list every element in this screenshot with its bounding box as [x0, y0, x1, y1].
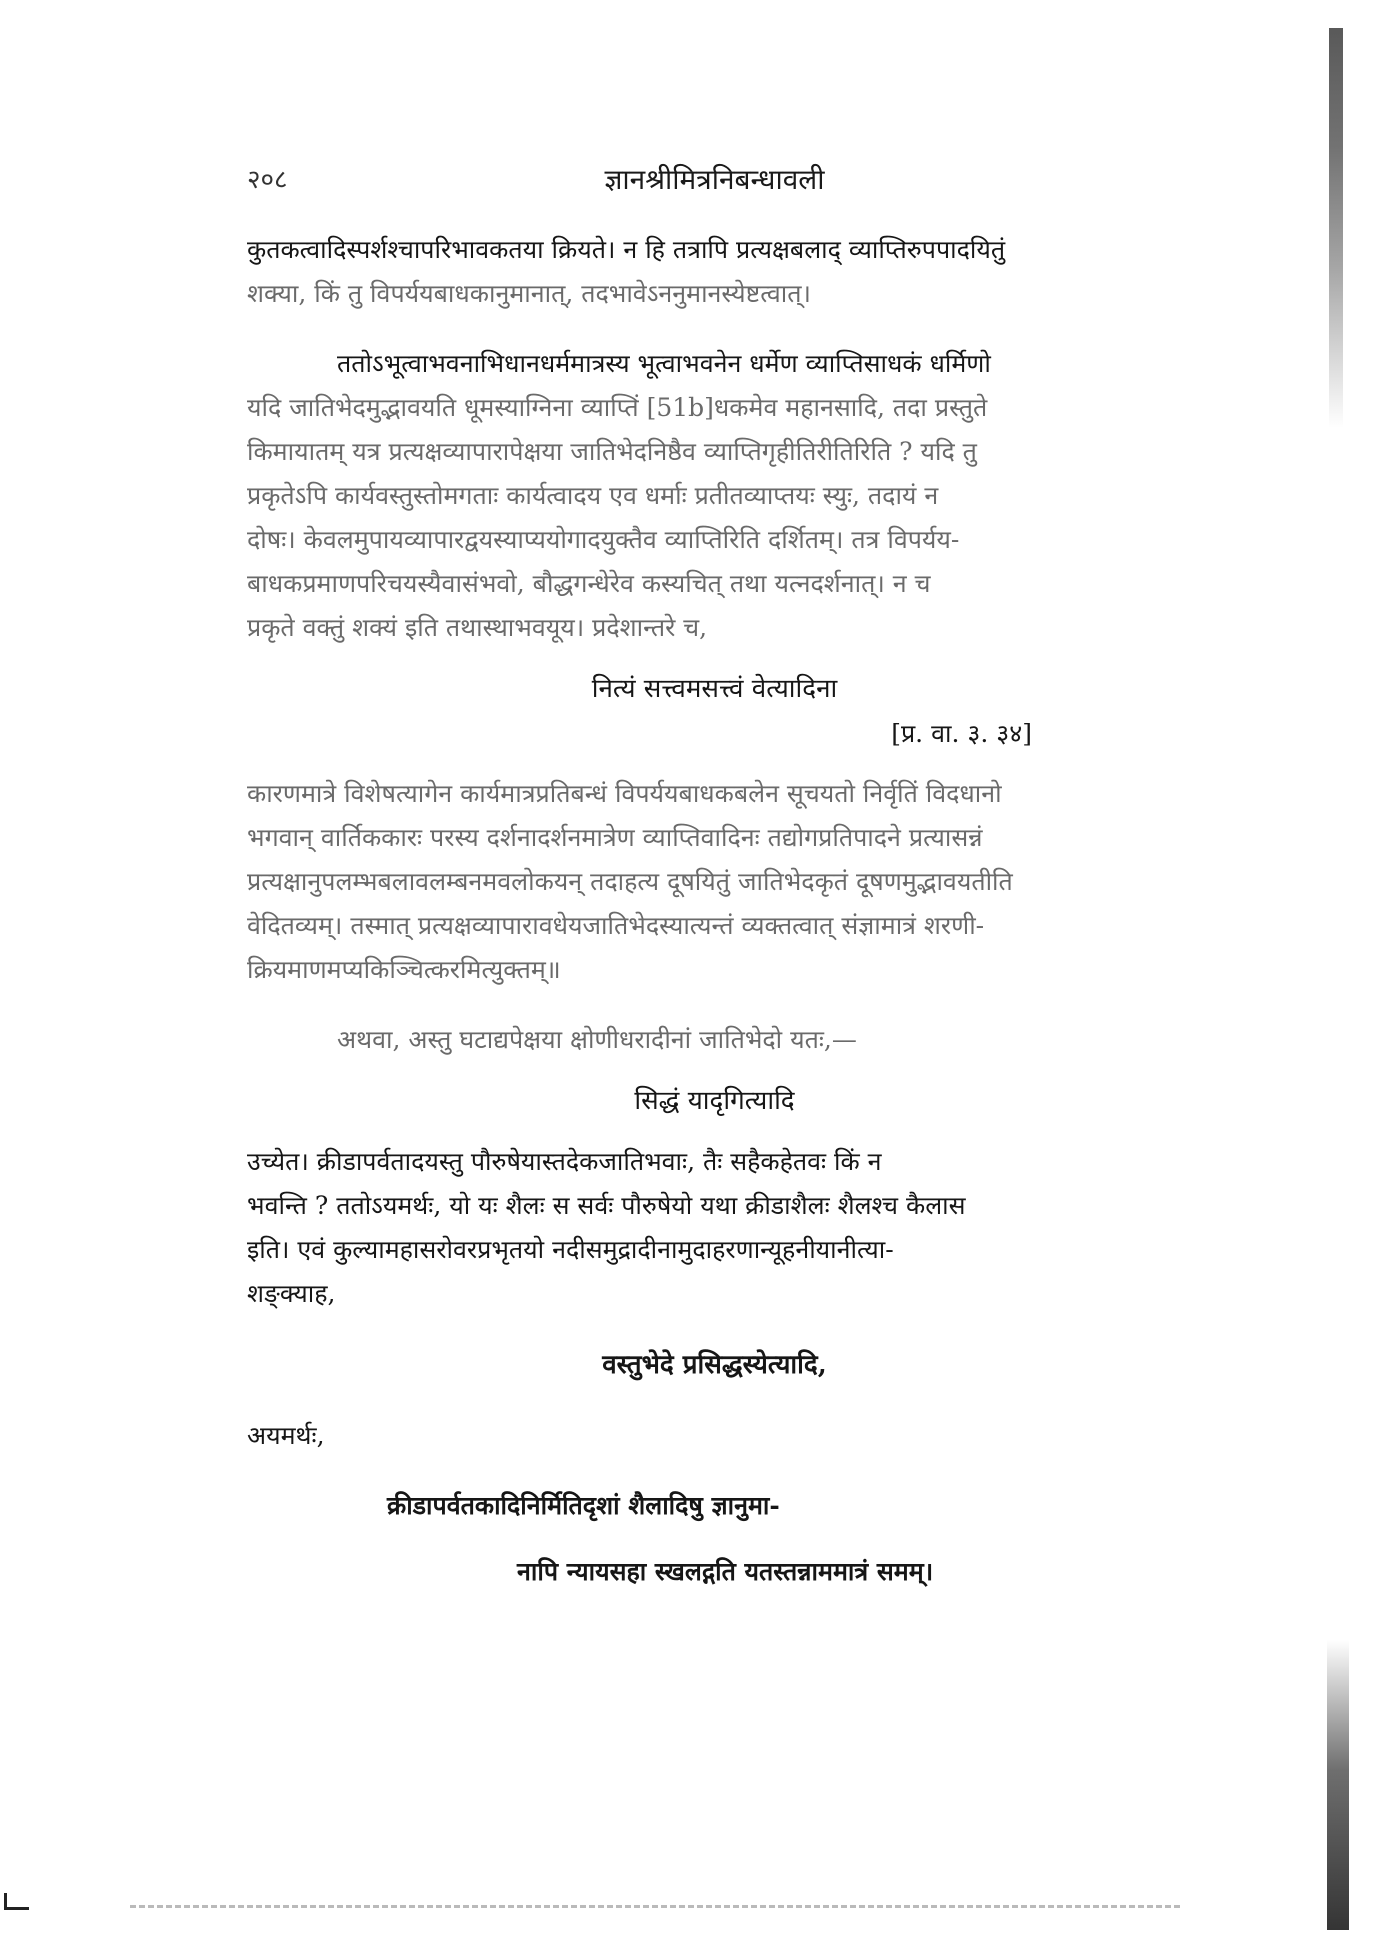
scan-corner-mark — [4, 1893, 29, 1910]
scan-edge-shadow-top — [1329, 28, 1343, 428]
text-line: प्रकृते वक्तुं शक्यं इति तथास्थाभवयूय। प्रदेशान्तरे च, — [247, 613, 708, 642]
page-number: २०८ — [247, 165, 288, 195]
text-line: शङ्क्याह, — [247, 1279, 336, 1308]
paragraph-4: अथवा, अस्तु घटाद्यपेक्षया क्षोणीधरादीनां जातिभेदो यतः,— — [337, 1025, 857, 1054]
text-line: क्रियमाणमप्यकिञ्चित्करमित्युक्तम्॥ — [247, 955, 561, 984]
page-header — [247, 160, 1182, 200]
quoted-verse: नित्यं सत्त्वमसत्त्वं वेत्यादिना — [591, 674, 838, 704]
section-quote-bold: वस्तुभेदे प्रसिद्धस्येत्यादि, — [602, 1350, 827, 1380]
verse-line-2: नापि न्यायसहा स्खलद्गति यतस्तन्नाममात्रं समम्। — [517, 1557, 934, 1586]
verse-block — [247, 1484, 1182, 1594]
text-line: ततोऽभूत्वाभवनाभिधानधर्ममात्रस्य भूत्वाभवनेन धर्मेण व्याप्तिसाधकं धर्मिणो — [337, 349, 991, 378]
text-line: यदि जातिभेदमुद्भावयति धूमस्याग्निना व्याप्तिं [51b]धकमेव महानसादि, तदा प्रस्तुते — [247, 393, 988, 422]
verse-line-1: क्रीडापर्वतकादिनिर्मितिदृशां शैलादिषु ज्ञानुमा- — [387, 1491, 780, 1520]
text-line: भवन्ति ? ततोऽयमर्थः, यो यः शैलः स सर्वः पौरुषेयो यथा क्रीडाशैलः शैलश्च कैलास — [247, 1191, 966, 1220]
text-line: कारणमात्रे विशेषत्यागेन कार्यमात्रप्रतिबन्धं विपर्ययबाधकबलेन सूचयतो निर्वृतिं विदधानो — [247, 779, 1002, 808]
text-line: शक्या, किं तु विपर्ययबाधकानुमानात्, तदभावेऽननुमानस्येष्टत्वात्। — [247, 279, 811, 308]
text-line: बाधकप्रमाणपरिचयस्यैवासंभवो, बौद्धगन्धेरेव कस्यचित् तथा यत्नदर्शनात्। न च — [247, 569, 931, 598]
text-line: किमायातम् यत्र प्रत्यक्षव्यापारापेक्षया जातिभेदनिष्ठैव व्याप्तिगृहीतिरीतिरिति ? यदि तु — [247, 437, 977, 466]
paragraph-5 — [247, 1140, 1182, 1316]
running-title: ज्ञानश्रीमित्रनिबन्धावली — [604, 163, 825, 196]
body-text — [247, 228, 1182, 1594]
text-line: कुतकत्वादिस्पर्शश्चापरिभावकतया क्रियते। न हि तत्रापि प्रत्यक्षबलाद् व्याप्तिरुपपादयितुं — [247, 235, 1006, 264]
text-line: दोषः। केवलमुपायव्यापारद्वयस्याप्ययोगादयुक्तैव व्याप्तिरिति दर्शितम्। तत्र विपर्यय- — [247, 525, 960, 554]
citation: [प्र. वा. ३. ३४] — [891, 719, 1032, 748]
text-line: उच्येत। क्रीडापर्वतादयस्तु पौरुषेयास्तदेकजातिभवाः, तैः सहैकहेतवः किं न — [247, 1147, 882, 1176]
text-line: इति। एवं कुल्यामहासरोवरप्रभृतयो नदीसमुद्रादीनामुदाहरणान्यूहनीयानीत्या- — [247, 1235, 894, 1264]
text-line: प्रत्यक्षानुपलम्भबलावलम्बनमवलोकयन् तदाहत्य दूषयितुं जातिभेदकृतं दूषणमुद्भावयतीति — [247, 867, 1013, 896]
section-quote: सिद्धं यादृगित्यादि — [634, 1086, 795, 1116]
text-line: भगवान् वार्तिककारः परस्य दर्शनादर्शनमात्रेण व्याप्तिवादिनः तद्योगप्रतिपादने प्रत्यासन्नं — [247, 823, 983, 852]
paragraph-6: अयमर्थः, — [247, 1421, 325, 1450]
scan-bottom-noise — [130, 1905, 1180, 1914]
text-line: प्रकृतेऽपि कार्यवस्तुस्तोमगताः कार्यत्वादय एव धर्माः प्रतीतव्याप्तयः स्युः, तदायं न — [247, 481, 939, 510]
paragraph-3 — [247, 772, 1182, 992]
paragraph-1 — [247, 228, 1182, 316]
scan-edge-shadow-bottom — [1327, 1640, 1349, 1930]
text-line: वेदितव्यम्। तस्मात् प्रत्यक्षव्यापारावधेयजातिभेदस्यात्यन्तं व्यक्तत्वात् संज्ञामात्रं शरणी- — [247, 911, 985, 940]
paragraph-2 — [247, 342, 1182, 650]
